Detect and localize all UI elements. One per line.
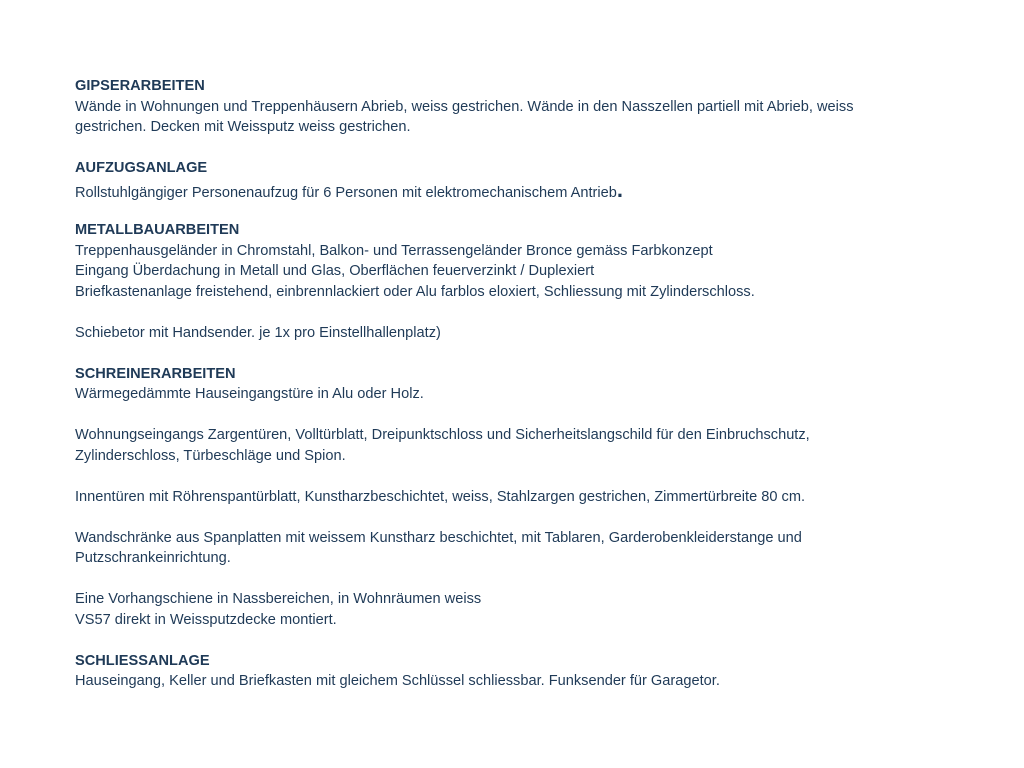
section-schreinerarbeiten [75, 364, 955, 631]
text-line: VS57 direkt in Weissputzdecke montiert. [75, 611, 337, 628]
section-title: METALLBAUARBEITEN [75, 222, 240, 238]
text-line: Briefkastenanlage freistehend, einbrennlackiert oder Alu farblos eloxiert, Schliessung mit Zylinderschloss. [75, 283, 755, 300]
text-line: Wandschränke aus Spanplatten mit weissem Kunstharz beschichtet, mit Tablaren, Garderobenkleiderstange und [75, 529, 802, 546]
text-line: Treppenhausgeländer in Chromstahl, Balkon- und Terrassengeländer Bronce gemäss Farbkonzept [75, 242, 713, 259]
text-line: Eine Vorhangschiene in Nassbereichen, in Wohnräumen weiss [75, 591, 482, 607]
spacer [75, 466, 955, 487]
text-line: Hauseingang, Keller und Briefkasten mit gleichem Schlüssel schliessbar. Funksender für Garagetor. [75, 673, 720, 689]
spacer [75, 203, 955, 220]
spacer [75, 302, 955, 323]
text-line: gestrichen. Decken mit Weissputz weiss gestrichen. [75, 119, 411, 135]
section-title: GIPSERARBEITEN [75, 78, 205, 94]
spacer [75, 343, 955, 364]
document-body [75, 76, 955, 692]
section-schliessanlage [75, 651, 955, 692]
text-line: Wärmegedämmte Hauseingangstüre in Alu oder Holz. [75, 386, 424, 402]
text-line-content: Rollstuhlgängiger Personenaufzug für 6 Personen mit elektromechanischem Antrieb [75, 184, 617, 201]
spacer [75, 630, 955, 651]
section-metallbauarbeiten [75, 220, 955, 343]
text-line [75, 176, 955, 204]
spacer [75, 507, 955, 528]
text-line: Zylinderschloss, Türbeschläge und Spion. [75, 447, 346, 464]
spacer [75, 138, 955, 159]
spacer [75, 405, 955, 426]
text-line: Schiebetor mit Handsender. je 1x pro Einstellhallenplatz) [75, 324, 441, 341]
text-line: Wohnungseingangs Zargentüren, Volltürblatt, Dreipunktschloss und Sicherheitslangschild für den Einbruchschutz, [75, 427, 810, 443]
text-line: Putzschrankeinrichtung. [75, 550, 231, 566]
section-aufzugsanlage [75, 158, 955, 203]
section-title: AUFZUGSANLAGE [75, 160, 208, 176]
text-line: Wände in Wohnungen und Treppenhäusern Abrieb, weiss gestrichen. Wände in den Nasszellen partiell mit Abrieb, weiss [75, 98, 854, 115]
section-title: SCHLIESSANLAGE [75, 652, 210, 669]
text-line: Eingang Überdachung in Metall und Glas, Oberflächen feuerverzinkt / Duplexiert [75, 263, 595, 279]
text-line: Innentüren mit Röhrenspantürblatt, Kunstharzbeschichtet, weiss, Stahlzargen gestrichen, Zimmertürbreite 80 cm. [75, 488, 806, 505]
end-mark: . [616, 176, 624, 202]
section-gipserarbeiten [75, 76, 955, 138]
spacer [75, 569, 955, 590]
section-title: SCHREINERARBEITEN [75, 365, 236, 382]
